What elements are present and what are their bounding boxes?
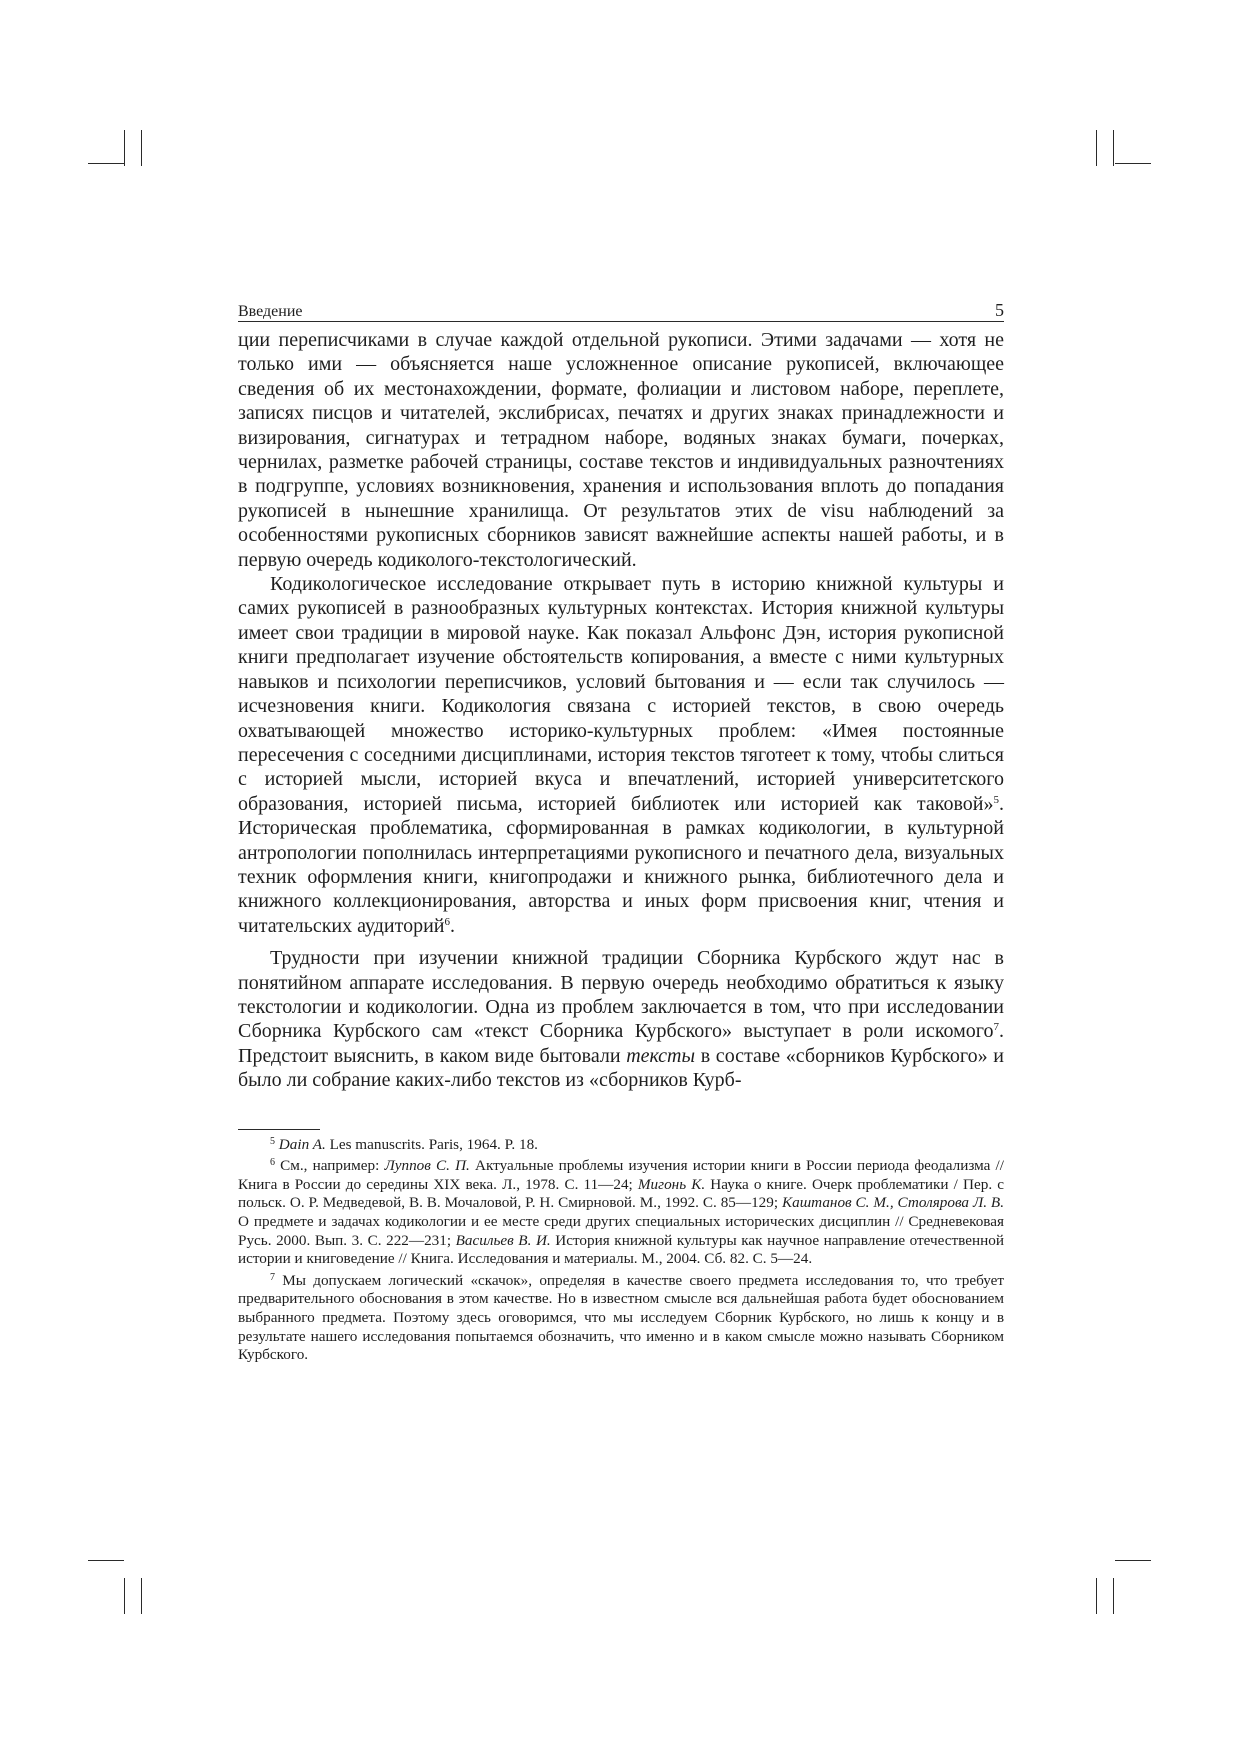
footnote-ref: 6 — [270, 1157, 275, 1169]
crop-mark — [88, 1560, 124, 1561]
crop-mark — [1115, 163, 1151, 164]
footnote-ref: 5 — [993, 793, 999, 806]
text-run: в составе «сборников Курбского» и было ли собрание каких-либо текстов из «сборников Курб- — [238, 1044, 1005, 1092]
footnote-ref: 5 — [270, 1135, 275, 1147]
text-run: Наука о книге. Очерк проблематики / Пер. с польск. О. Р. Медведевой, В. В. Мочаловой, Р. Н. Смирновой. М., 1992. С. 85—129; — [238, 1175, 1005, 1212]
body-paragraph — [238, 572, 1004, 938]
crop-mark — [1113, 1578, 1114, 1614]
footnote-ref: 7 — [993, 1021, 999, 1034]
text-run: Трудности при изучении книжной традиции Сборника Курбского ждут нас в понятийном аппарате исследования. В первую очередь необходимо обратиться к языку текстологии и кодикологии. Одна из проблем заключается в том, что при исследовании Сборника Курбского сам «текст Сборника Курбского» выступает в роли искомого — [238, 947, 1004, 1043]
footnote-ref: 7 — [270, 1271, 275, 1283]
text-run: См., например: — [275, 1157, 385, 1175]
body-paragraph — [238, 946, 1004, 1092]
text-run: . Предстоит выяснить, в каком виде бытовали — [238, 1020, 1004, 1067]
text-run: Les manuscrits. Paris, 1964. P. 18. — [325, 1135, 538, 1153]
italic-text: Луппов С. П. — [384, 1157, 470, 1175]
running-head — [238, 300, 1004, 322]
text-run: Актуальные проблемы изучения истории книги в России периода феодализма // Книга в России до середины XIX века. Л., 1978. С. 11—24; — [238, 1157, 1004, 1193]
text-run: Кодикологическое исследование открывает путь в историю книжной культуры и самих рукописей в разнообразных культурных контекстах. История книжной культуры имеет свои традиции в мировой науке. Как показал Альфонс Дэн, история рукописной книги предполагает изучение обстоятельств копирования, а вместе с ними культурных навыков и психологии переписчиков, условий бытования и — если так случилось — исчезновения книги. Кодикология связана с историей текстов, в свою очередь охватывающей множество историко-культурных проблем: «Имея постоянные пересечения с соседними дисциплинами, история текстов тяготеет к тому, чтобы слиться с историей мысли, историей вкуса и впечатлений, историей университетского образования, историей письма, историей библиотек или историей как таковой» — [238, 573, 1004, 815]
crop-mark — [1115, 1560, 1151, 1561]
section-title: Введение — [238, 303, 303, 320]
crop-mark — [141, 1578, 142, 1614]
italic-text: тексты — [626, 1044, 696, 1067]
footnote — [238, 1136, 1004, 1155]
crop-mark — [1096, 1578, 1097, 1614]
italic-text: Васильев В. И. — [455, 1231, 551, 1249]
book-page — [238, 300, 1004, 1365]
crop-mark — [124, 1578, 125, 1614]
footnote — [238, 1157, 1004, 1269]
footnote-separator — [238, 1129, 320, 1130]
crop-mark — [1096, 130, 1097, 166]
footnotes — [238, 1136, 1004, 1365]
main-text — [238, 328, 1004, 1093]
body-paragraph — [238, 328, 1004, 572]
text-run: . — [449, 914, 455, 937]
text-run: ции переписчиками в случае каждой отдельной рукописи. Этими задачами — хотя не только ими — объясняется наше усложненное описание рукописей, включающее сведения об их местонахождении, формате, фолиации и листовом наборе, переплете, записях писцов и читателей, экслибрисах, печатях и других знаках принадлежности и визирования, сигнатурах и тетрадном наборе, водяных знаках бумаги, почерках, чернилах, разметке рабочей страницы, составе текстов и индивидуальных разночтениях в подгруппе, условиях возникновения, хранения и использования вплоть до попадания рукописей в нынешние хранилища. От результатов этих de visu наблюдений за особенностями рукописных сборников зависят важнейшие аспекты нашей работы, и в первую очередь кодиколого-текстологический. — [238, 329, 1004, 571]
italic-text: Каштанов С. М., Столярова Л. В. — [782, 1194, 1005, 1212]
text-run: О предмете и задачах кодикологии и ее месте среди других специальных исторических дисциплин // Средневековая Русь. 2000. Вып. 3. С. 222—231; — [238, 1212, 1004, 1249]
footnote — [238, 1272, 1004, 1365]
text-run: Мы допускаем логический «скачок», определяя в качестве своего предмета исследования то, что требует предварительного обоснования в этом качестве. Но в известном смысле вся дальнейшая работа будет обоснованием выбранного предмета. Поэтому здесь оговоримся, что мы исследуем Сборник Курбского, но лишь к концу и в результате нашего исследования попытаемся обозначить, что именно и в каком смысле можно называть Сборником Курбского. — [238, 1271, 1004, 1364]
italic-text: Мигонь К. — [637, 1175, 706, 1193]
crop-mark — [124, 130, 125, 166]
footnote-ref: 6 — [444, 915, 450, 928]
page-number: 5 — [995, 300, 1004, 320]
text-run: . Историческая проблематика, сформированная в рамках кодикологии, в культурной антропологии пополнилась интерпретациями рукописного и печатного дела, визуальных техник оформления книги, книгопродажи и книжного рынка, библиотечного дела и книжного коллекционирования, авторства и иных форм присвоения книг, чтения и читательских аудиторий — [238, 792, 1004, 937]
crop-mark — [141, 130, 142, 166]
crop-mark — [1113, 130, 1114, 166]
text-run: История книжной культуры как научное направление отечественной истории и книговедение // Книга. Исследования и материалы. М., 2004. Сб. 82. С. 5—24. — [238, 1231, 1004, 1268]
italic-text: Dain A. — [278, 1135, 326, 1153]
crop-mark — [88, 163, 124, 164]
